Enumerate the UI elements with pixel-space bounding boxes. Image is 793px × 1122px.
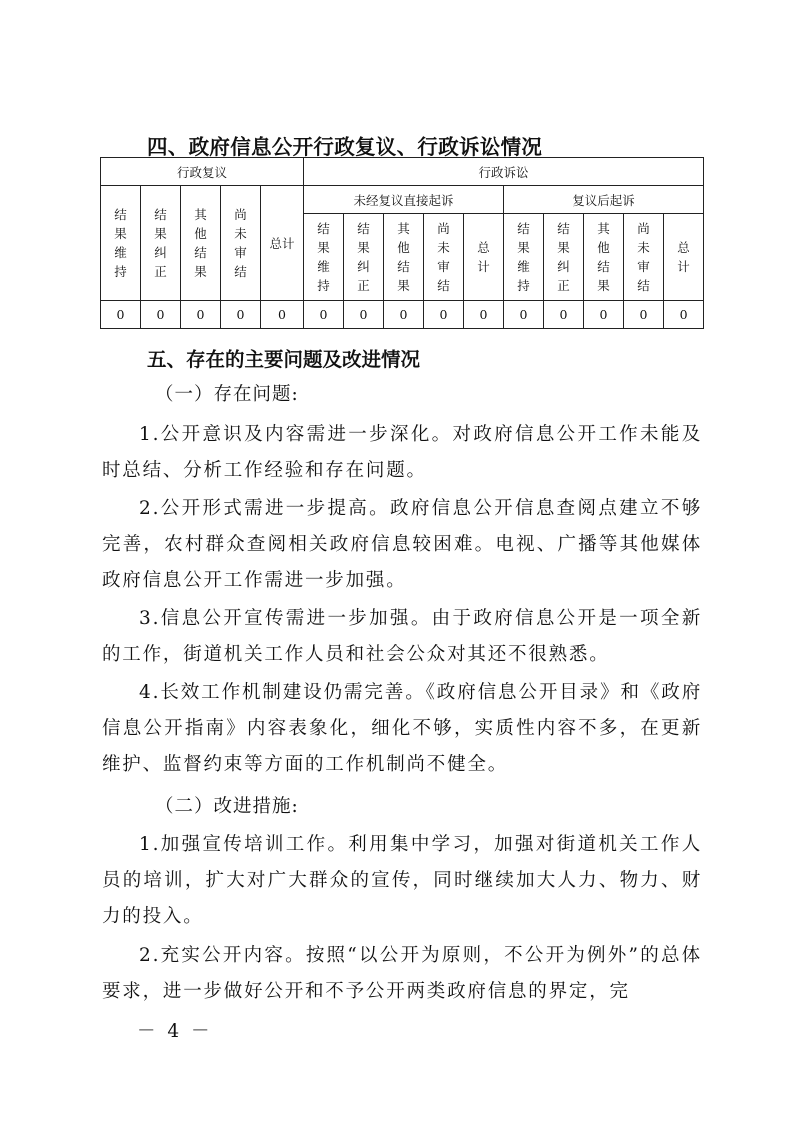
col-other: 其他结果: [384, 214, 424, 301]
table-cell-value: 0: [384, 301, 424, 329]
table-cell-value: 0: [101, 301, 141, 329]
col-upheld: 结果维持: [304, 214, 344, 301]
header-admin-litigation: 行政诉讼: [304, 158, 704, 186]
header-after-review-suit: 复议后起诉: [504, 186, 704, 214]
problem-paragraph-3: 3.信息公开宣传需进一步加强。由于政府信息公开是一项全新的工作，街道机关工作人员和社会公众对其还不很熟悉。: [102, 608, 702, 665]
table-cell-value: 0: [221, 301, 261, 329]
table-cell-value: 0: [544, 301, 584, 329]
section-5-title: 五、存在的主要问题及改进情况: [147, 348, 421, 371]
page-number: － 4 －: [137, 1021, 213, 1042]
header-admin-review: 行政复议: [101, 158, 304, 186]
table-cell-value: 0: [181, 301, 221, 329]
col-corrected: 结果纠正: [544, 214, 584, 301]
table-cell-value: 0: [304, 301, 344, 329]
table-cell-value: 0: [504, 301, 544, 329]
problem-paragraph-1: 1.公开意识及内容需进一步深化。对政府信息公开工作未能及时总结、分析工作经验和存在问题。: [102, 424, 702, 481]
col-total: 总计: [464, 214, 504, 301]
table-cell-value: 0: [344, 301, 384, 329]
problem-paragraph-4: 4.长效工作机制建设仍需完善。《政府信息公开目录》和《政府信息公开指南》内容表象化，细化不够，实质性内容不多，在更新维护、监督约束等方面的工作机制尚不健全。: [102, 682, 702, 775]
header-direct-suit: 未经复议直接起诉: [304, 186, 504, 214]
col-pending: 尚未审结: [221, 186, 261, 301]
table-cell-value: 0: [464, 301, 504, 329]
col-pending: 尚未审结: [424, 214, 464, 301]
table-cell-value: 0: [424, 301, 464, 329]
measure-paragraph-1: 1.加强宣传培训工作。利用集中学习，加强对街道机关工作人员的培训，扩大对广大群众的宣传，同时继续加大人力、物力、财力的投入。: [102, 834, 702, 927]
col-upheld: 结果维持: [504, 214, 544, 301]
table-cell-value: 0: [664, 301, 704, 329]
col-upheld: 结果维持: [101, 186, 141, 301]
problems-heading: （一）存在问题:: [155, 384, 299, 405]
col-corrected: 结果纠正: [344, 214, 384, 301]
problem-paragraph-2: 2.公开形式需进一步提高。政府信息公开信息查阅点建立不够完善，农村群众查阅相关政府信息较困难。电视、广播等其他媒体政府信息公开工作需进一步加强。: [102, 498, 702, 591]
measures-heading: （二）改进措施:: [155, 796, 299, 817]
table-cell-value: 0: [141, 301, 181, 329]
table-cell-value: 0: [261, 301, 304, 329]
col-other: 其他结果: [181, 186, 221, 301]
review-litigation-table: [100, 157, 704, 329]
section-4-title: 四、政府信息公开行政复议、行政诉讼情况: [147, 135, 543, 159]
col-total: 总计: [261, 186, 304, 301]
measure-paragraph-2: 2.充实公开内容。按照“以公开为原则，不公开为例外”的总体要求，进一步做好公开和不予公开两类政府信息的界定，完: [102, 945, 702, 1002]
table-cell-value: 0: [584, 301, 624, 329]
col-other: 其他结果: [584, 214, 624, 301]
table-cell-value: 0: [624, 301, 664, 329]
col-corrected: 结果纠正: [141, 186, 181, 301]
col-total: 总计: [664, 214, 704, 301]
col-pending: 尚未审结: [624, 214, 664, 301]
